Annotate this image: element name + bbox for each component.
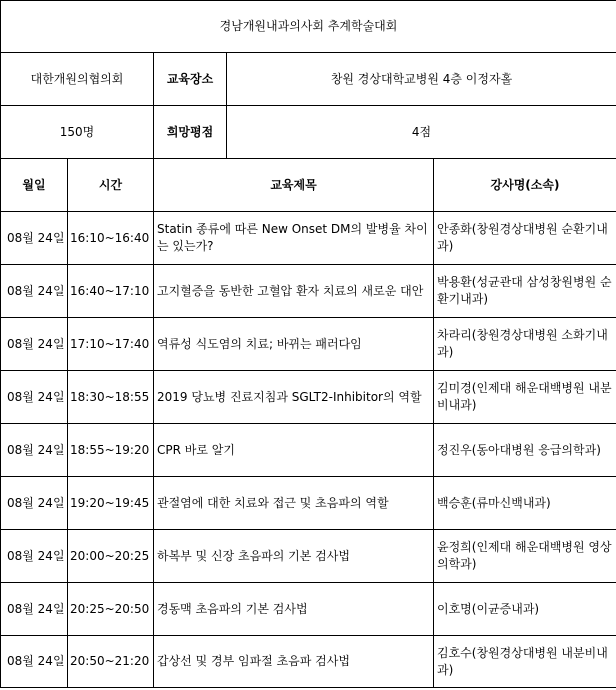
session-topic: 역류성 식도염의 치료; 바뀌는 패러다임 <box>154 318 434 371</box>
capacity-cell: 150명 <box>1 106 154 159</box>
session-date: 08월 24일 <box>1 583 68 636</box>
session-row <box>1 212 616 265</box>
session-topic: 갑상선 및 경부 임파절 초음파 검사법 <box>154 636 434 688</box>
session-topic: Statin 종류에 따른 New Onset DM의 발병율 차이는 있는가? <box>154 212 434 265</box>
session-row <box>1 371 616 424</box>
session-lecturer: 윤정희(인제대 해운대백병원 영상의학과) <box>434 530 616 583</box>
session-date: 08월 24일 <box>1 477 68 530</box>
session-lecturer: 박용환(성균관대 삼성창원병원 순환기내과) <box>434 265 616 318</box>
session-topic: 관절염에 대한 치료와 접근 및 초음파의 역할 <box>154 477 434 530</box>
session-lecturer: 안종화(창원경상대병원 순환기내과) <box>434 212 616 265</box>
header-time: 시간 <box>68 159 154 212</box>
session-date: 08월 24일 <box>1 265 68 318</box>
session-topic: 경동맥 초음파의 기본 검사법 <box>154 583 434 636</box>
session-time: 18:30~18:55 <box>68 371 154 424</box>
session-topic: 하복부 및 신장 초음파의 기본 검사법 <box>154 530 434 583</box>
session-row <box>1 583 616 636</box>
session-date: 08월 24일 <box>1 530 68 583</box>
session-lecturer: 김호수(창원경상대병원 내분비내과) <box>434 636 616 688</box>
session-time: 19:20~19:45 <box>68 477 154 530</box>
session-date: 08월 24일 <box>1 318 68 371</box>
header-lecturer: 강사명(소속) <box>434 159 616 212</box>
session-topic: 고지혈증을 동반한 고혈압 환자 치료의 새로운 대안 <box>154 265 434 318</box>
session-date: 08월 24일 <box>1 636 68 688</box>
session-topic: 2019 당뇨병 진료지침과 SGLT2-Inhibitor의 역할 <box>154 371 434 424</box>
session-row <box>1 265 616 318</box>
organizer-cell: 대한개원의협의회 <box>1 53 154 106</box>
session-date: 08월 24일 <box>1 212 68 265</box>
session-time: 20:00~20:25 <box>68 530 154 583</box>
session-time: 18:55~19:20 <box>68 424 154 477</box>
session-lecturer: 정진우(동아대병원 응급의학과) <box>434 424 616 477</box>
session-lecturer: 백승훈(류마신백내과) <box>434 477 616 530</box>
venue-value: 창원 경상대학교병원 4층 이정자홀 <box>227 53 616 106</box>
session-row <box>1 530 616 583</box>
header-topic: 교육제목 <box>154 159 434 212</box>
session-lecturer: 이호명(이균증내과) <box>434 583 616 636</box>
session-time: 20:25~20:50 <box>68 583 154 636</box>
points-label: 희망평점 <box>154 106 227 159</box>
session-lecturer: 차라리(창원경상대병원 소화기내과) <box>434 318 616 371</box>
session-topic: CPR 바로 알기 <box>154 424 434 477</box>
session-time: 16:10~16:40 <box>68 212 154 265</box>
session-row <box>1 477 616 530</box>
session-row <box>1 318 616 371</box>
session-row <box>1 424 616 477</box>
points-value: 4점 <box>227 106 616 159</box>
event-title: 경남개원내과의사회 추계학술대회 <box>1 1 616 53</box>
header-date: 월일 <box>1 159 68 212</box>
session-time: 16:40~17:10 <box>68 265 154 318</box>
session-date: 08월 24일 <box>1 424 68 477</box>
session-time: 20:50~21:20 <box>68 636 154 688</box>
session-row <box>1 636 616 688</box>
session-time: 17:10~17:40 <box>68 318 154 371</box>
session-lecturer: 김미경(인제대 해운대백병원 내분비내과) <box>434 371 616 424</box>
venue-label: 교육장소 <box>154 53 227 106</box>
session-date: 08월 24일 <box>1 371 68 424</box>
